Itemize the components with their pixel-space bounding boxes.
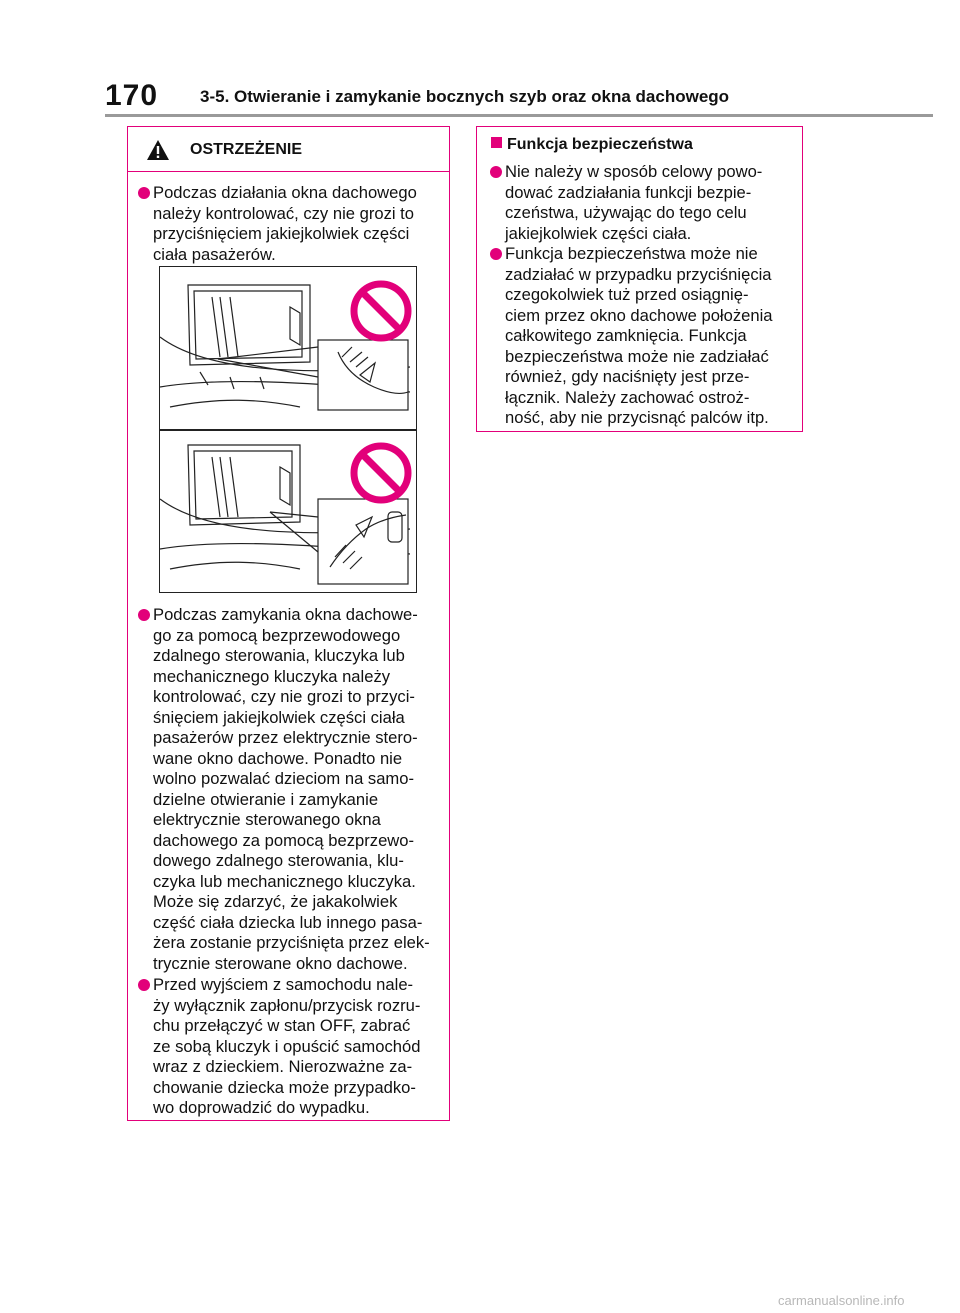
warning-bullet-text: Podczas zamykania okna dachowe- go za pomocą bezprzewodowego zdalnego sterowania, kluczyka lub mechanicznego kluczyka należy kontrolować, czy nie grozi to przyci- śnięciem jakiejkolwiek części ciała pasażerów przez elektrycznie stero- wane okno dachowe. Ponadto nie wolno pozwalać dzieciom na samo- dzielne otwieranie i zamykanie elektrycznie sterowanego okna dachowego za pomocą bezprzewo- dowego zdalnego sterowania, klu- czyka lub mechanicznego kluczyka. Może się zdarzyć, że jakakolwiek część ciała dziecka lub innego pasa- żera zostanie przyciśnięta przez elek- trycznie sterowane okno dachowe. [153,605,430,973]
bullet-dot [490,248,502,260]
safety-function-box [476,126,803,432]
function-bullet-1 [490,162,800,244]
bullet-dot [138,609,150,621]
sunroof-illustration [159,266,417,593]
bullet-dot [138,187,150,199]
function-bullet-text: Funkcja bezpieczeństwa może nie zadziałać w przypadku przyciśnięcia czegokolwiek tuż przed osiągnię- ciem przez okno dachowe położenia całkowitego zamknięcia. Funkcja bezpieczeństwa może nie zadziałać również, gdy naciśnięty jest prze- łącznik. Należy zachować ostroż- ność, aby nie przycisnąć palców itp. [505,244,773,427]
sunroof-pinch-drawing [160,267,416,592]
warning-bullet-1 [138,183,446,265]
warning-bullet-2 [138,605,448,974]
bullet-dot [138,979,150,991]
warning-bullet-text: Przed wyjściem z samochodu nale- ży wyłącznik zapłonu/przycisk rozru- chu przełączyć w stan OFF, zabrać ze sobą kluczyk i opuścić samochód wraz z dzieckiem. Nierozważne za- chowanie dziecka może przypadko- wo doprowadzić do wypadku. [153,975,421,1117]
page-number: 170 [105,79,159,112]
warning-header [128,127,449,172]
bullet-dot [490,166,502,178]
warning-bullet-text: Podczas działania okna dachowego należy kontrolować, czy nie grozi to przyciśnięciem jakiejkolwiek części ciała pasażerów. [153,183,417,264]
page-header [105,80,933,114]
warning-title: OSTRZEŻENIE [190,141,303,158]
prohibited-icon [354,446,408,500]
section-title: 3-5. Otwieranie i zamykanie bocznych szyb oraz okna dachowego [200,87,730,106]
warning-bullet-3 [138,975,448,1119]
square-bullet-icon [491,137,502,148]
safety-function-title [491,135,693,155]
header-rule [105,114,933,117]
watermark: carmanualsonline.info [778,1293,905,1308]
function-bullet-2 [490,244,802,429]
prohibited-icon [354,284,408,338]
safety-function-title-text: Funkcja bezpieczeństwa [507,136,693,153]
function-bullet-text: Nie należy w sposób celowy powo- dować zadziałania funkcji bezpie- czeństwa, używając do tego celu jakiejkolwiek części ciała. [505,162,763,243]
warning-triangle-icon [146,139,170,161]
